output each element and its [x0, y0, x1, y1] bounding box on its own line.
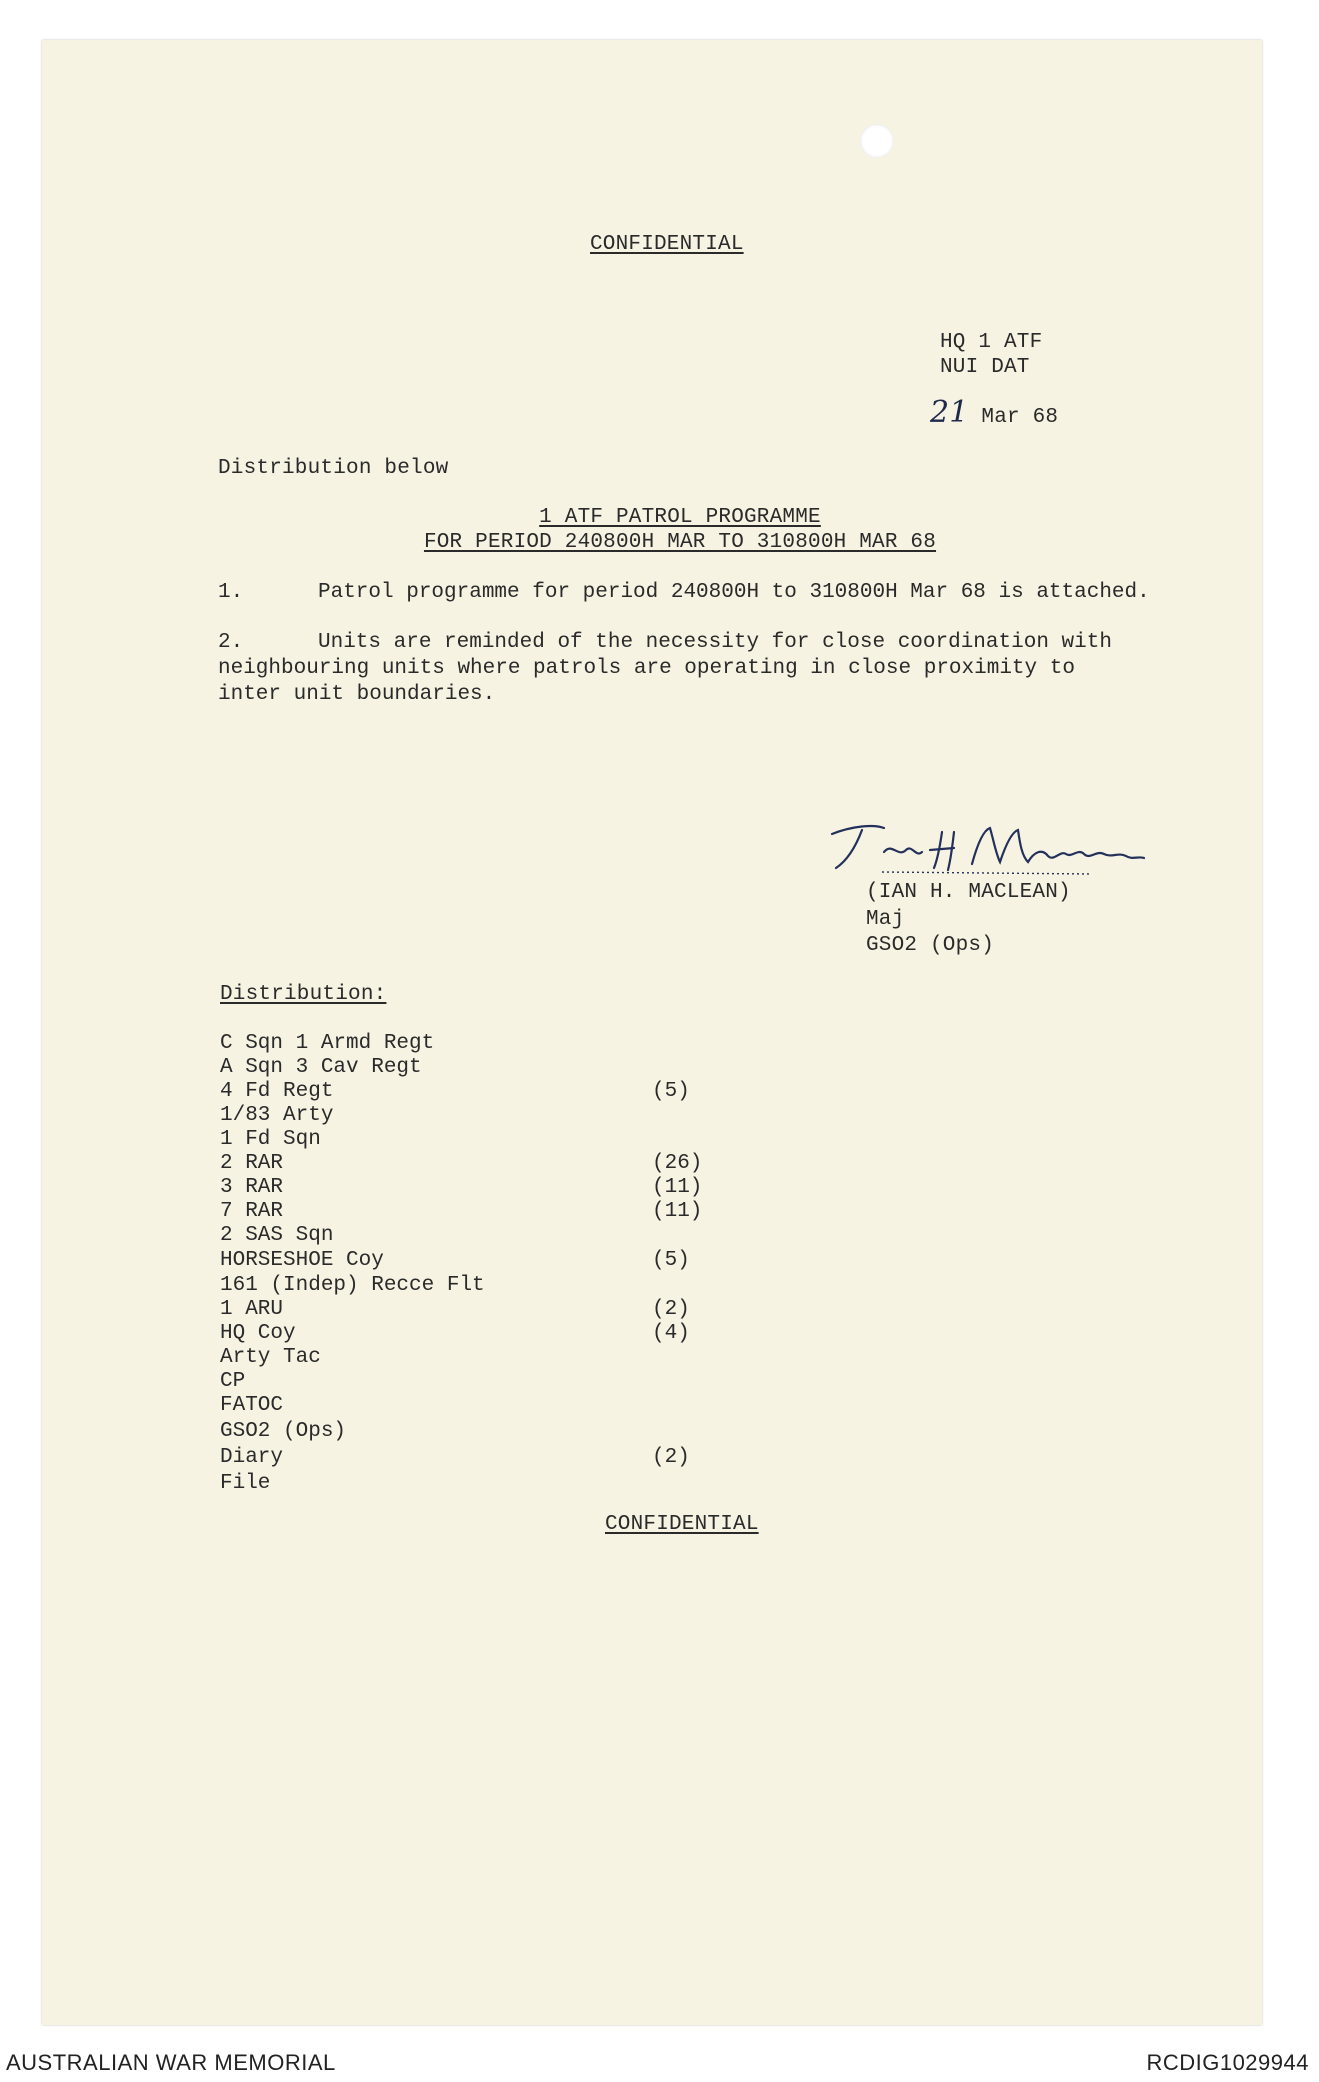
hq-line-2: NUI DAT	[940, 356, 1030, 379]
date-line	[930, 395, 1059, 431]
paragraph-1-text: Patrol programme for period 240800H to 310800H Mar 68 is attached.	[318, 581, 1150, 604]
list-item: A Sqn 3 Cav Regt	[220, 1056, 422, 1079]
list-item: FATOC	[220, 1394, 284, 1417]
distribution-heading: Distribution:	[220, 983, 387, 1006]
list-item: 161 (Indep) Recce Flt	[220, 1274, 485, 1297]
list-item: HORSESHOE Coy (5)	[220, 1249, 690, 1272]
list-item: GSO2 (Ops)	[220, 1420, 347, 1443]
list-item: Diary (2)	[220, 1446, 690, 1469]
footer-archive-name: AUSTRALIAN WAR MEMORIAL	[6, 2050, 336, 2075]
date-day-handwritten: 21	[930, 395, 969, 430]
list-item: 4 Fd Regt (5)	[220, 1080, 690, 1103]
classification-bottom: CONFIDENTIAL	[605, 1513, 759, 1536]
list-item: 1 ARU (2)	[220, 1298, 690, 1321]
distribution-below: Distribution below	[218, 457, 449, 480]
list-item: C Sqn 1 Armd Regt	[220, 1032, 435, 1055]
signatory-name: (IAN H. MACLEAN)	[866, 881, 1071, 904]
signatory-appointment: GSO2 (Ops)	[866, 934, 995, 957]
title-line-2: FOR PERIOD 240800H MAR TO 310800H MAR 68	[423, 531, 937, 554]
list-item: CP	[220, 1370, 246, 1393]
list-item: 2 SAS Sqn	[220, 1224, 334, 1247]
list-item: HQ Coy (4)	[220, 1322, 690, 1345]
list-item: 2 RAR (26)	[220, 1152, 703, 1175]
footer-record-id: RCDIG1029944	[1146, 2050, 1309, 2075]
date-rest: Mar 68	[981, 406, 1059, 429]
handwritten-signature	[822, 812, 1152, 882]
list-item: 1 Fd Sqn	[220, 1128, 321, 1151]
paragraph-1-number: 1.	[218, 581, 244, 604]
punch-hole	[860, 124, 894, 158]
hq-line-1: HQ 1 ATF	[940, 331, 1043, 354]
list-item: Arty Tac	[220, 1346, 321, 1369]
title-line-1: 1 ATF PATROL PROGRAMME	[539, 506, 821, 529]
list-item: 3 RAR (11)	[220, 1176, 703, 1199]
paragraph-2-line-2: neighbouring units where patrols are operating in close proximity to	[218, 657, 1075, 680]
paragraph-2-line-3: inter unit boundaries.	[218, 683, 496, 706]
classification-top: CONFIDENTIAL	[590, 233, 744, 256]
list-item: 1/83 Arty	[220, 1104, 334, 1127]
paragraph-2-line-1: Units are reminded of the necessity for close coordination with	[318, 631, 1112, 654]
paragraph-2-number: 2.	[218, 631, 244, 654]
signatory-rank: Maj	[866, 908, 905, 931]
list-item: File	[220, 1472, 271, 1495]
list-item: 7 RAR (11)	[220, 1200, 703, 1223]
